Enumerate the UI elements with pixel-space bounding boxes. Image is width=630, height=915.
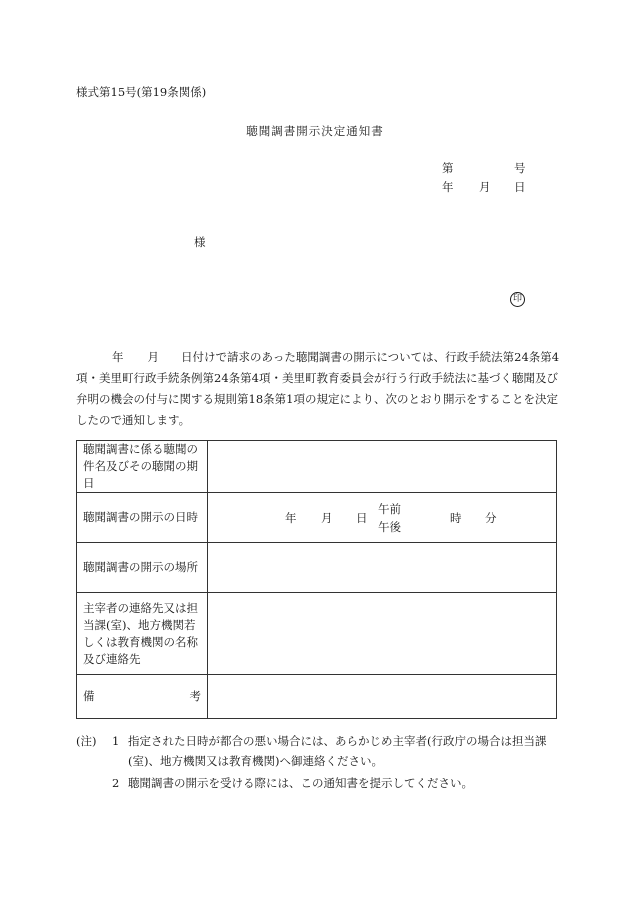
dt-hour: 時 bbox=[450, 511, 462, 525]
dt-minute: 分 bbox=[485, 511, 497, 525]
body-year: 年 bbox=[112, 350, 124, 364]
note-text: 聴聞調書の開示を受ける際には、この通知書を提示してください。 bbox=[128, 776, 473, 790]
disclosure-datetime-value bbox=[208, 493, 557, 543]
table-row bbox=[77, 493, 557, 543]
remarks-label-right: 考 bbox=[189, 689, 201, 703]
remarks-label bbox=[77, 675, 208, 719]
disclosure-place-label: 聴聞調書の開示の場所 bbox=[77, 543, 208, 593]
seal-mark: 印 bbox=[510, 292, 525, 307]
table-row bbox=[77, 543, 557, 593]
notice-body bbox=[76, 347, 560, 431]
note-text: 指定された日時が都合の悪い場合には、あらかじめ主宰者(行政庁の場合は担当課(室)、地方機関又は教育機関)へ御連絡ください。 bbox=[128, 734, 547, 768]
month-label: 月 bbox=[479, 180, 491, 194]
number-prefix: 第 bbox=[442, 161, 454, 175]
year-label: 年 bbox=[442, 180, 454, 194]
note-item bbox=[76, 731, 566, 771]
dt-year: 年 bbox=[285, 511, 297, 525]
disclosure-datetime-label: 聴聞調書の開示の日時 bbox=[77, 493, 208, 543]
table-row bbox=[77, 675, 557, 719]
disclosure-place-value bbox=[208, 543, 557, 593]
body-month: 月 bbox=[147, 350, 159, 364]
day-label: 日 bbox=[514, 180, 526, 194]
hearing-subject-value bbox=[208, 441, 557, 493]
dt-month: 月 bbox=[321, 511, 333, 525]
contact-value bbox=[208, 593, 557, 675]
addressee-honorific: 様 bbox=[194, 235, 206, 249]
dt-am: 午前 bbox=[378, 502, 401, 516]
notes-section bbox=[76, 731, 566, 793]
remarks-value bbox=[208, 675, 557, 719]
remarks-label-left: 備 bbox=[83, 689, 95, 703]
note-number: 2 bbox=[112, 776, 120, 790]
table-row bbox=[77, 593, 557, 675]
note-item bbox=[76, 773, 566, 793]
form-number: 様式第15号(第19条関係) bbox=[76, 85, 207, 99]
disclosure-details-table bbox=[76, 440, 557, 719]
body-text: 日付けで請求のあった聴聞調書の開示については、行政手続法第24条第4項・美里町行政手続条例第24条第4項・美里町教育委員会が行う行政手続法に基づく聴聞及び弁明の機会の付与に関する規則第18条第1項の規定により、次のとおり開示をすることを決定したので通知します。 bbox=[76, 350, 560, 427]
notes-mark: (注) bbox=[76, 734, 97, 748]
contact-label: 主宰者の連絡先又は担当課(室)、地方機関若しくは教育機関の名称及び連絡先 bbox=[77, 593, 208, 675]
document-title: 聴聞調書開示決定通知書 bbox=[246, 124, 384, 138]
hearing-subject-label: 聴聞調書に係る聴聞の件名及びその聴聞の期日 bbox=[77, 441, 208, 493]
dt-day: 日 bbox=[356, 511, 368, 525]
dt-pm: 午後 bbox=[378, 520, 401, 534]
note-number: 1 bbox=[112, 734, 120, 748]
number-suffix: 号 bbox=[514, 161, 526, 175]
table-row bbox=[77, 441, 557, 493]
